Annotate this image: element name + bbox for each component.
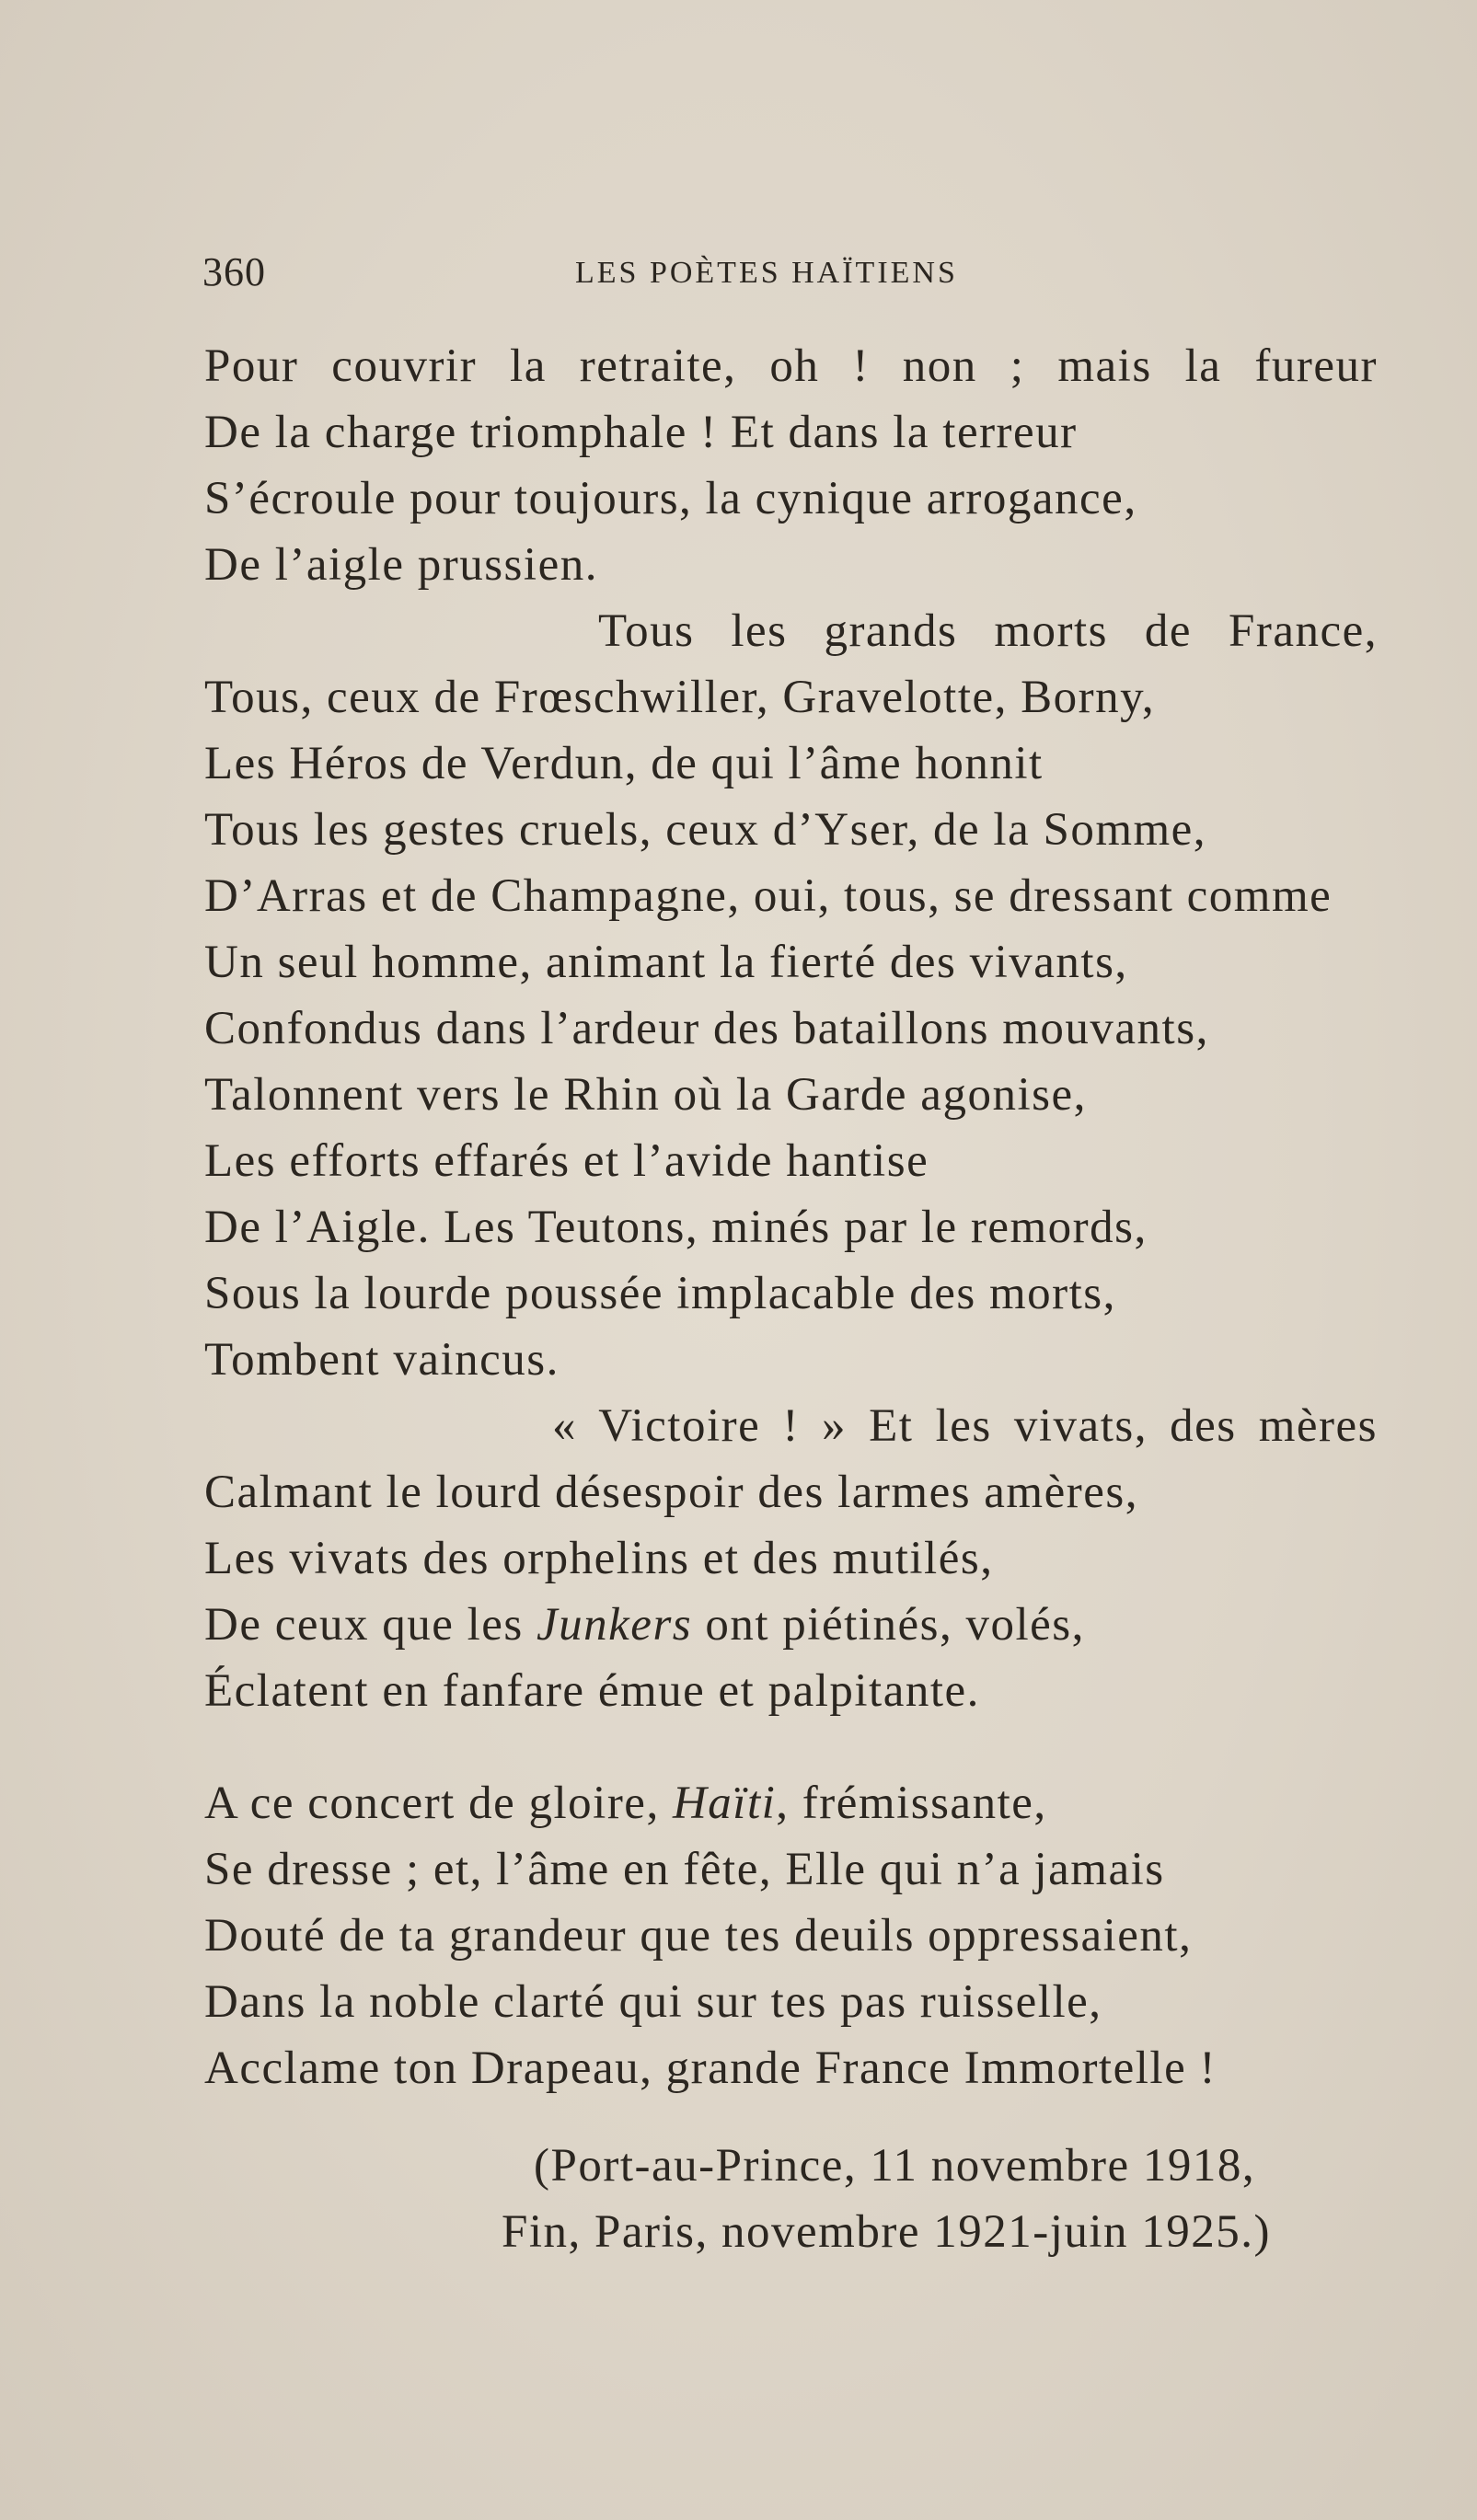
- poem-text: ont piétinés, volés,: [692, 1599, 1085, 1651]
- poem-line: Éclatent en fanfare émue et palpitante.: [204, 1665, 980, 1717]
- poem-body: [204, 333, 1401, 2101]
- poem-line: Sous la lourde poussée implacable des morts,: [204, 1268, 1116, 1319]
- poem-line: « Victoire ! » Et les vivats, des mères: [552, 1400, 1378, 1452]
- poem-line: D’Arras et de Champagne, oui, tous, se dressant comme: [204, 870, 1333, 922]
- signature-line: (Port-au-Prince, 11 novembre 1918,: [534, 2140, 1256, 2192]
- poem-line: Les Héros de Verdun, de qui l’âme honnit: [204, 738, 1044, 789]
- poem-line: S’écroule pour toujours, la cynique arrogance,: [204, 473, 1137, 524]
- poem-line: De l’Aigle. Les Teutons, minés par le remords,: [204, 1202, 1148, 1253]
- poem-line: Acclame ton Drapeau, grande France Immortelle !: [204, 2042, 1217, 2094]
- poem-line: Tombent vaincus.: [204, 1334, 560, 1386]
- poem-line: Un seul homme, animant la fierté des vivants,: [204, 937, 1128, 988]
- poem-text: A ce concert de gloire,: [204, 1778, 673, 1829]
- poem-line: Dans la noble clarté qui sur tes pas ruisselle,: [204, 1976, 1102, 2028]
- poem-line: Talonnent vers le Rhin où la Garde agonise,: [204, 1069, 1087, 1121]
- poem-italic-text: Junkers: [537, 1599, 693, 1651]
- poem-line: Confondus dans l’ardeur des bataillons mouvants,: [204, 1003, 1209, 1054]
- signature-line: Fin, Paris, novembre 1921-juin 1925.): [502, 2206, 1272, 2258]
- poem-line: Tous, ceux de Frœschwiller, Gravelotte, Borny,: [204, 672, 1156, 723]
- poem-italic-text: Haïti: [672, 1778, 777, 1829]
- page-number: 360: [202, 249, 266, 294]
- stanza-break: [204, 1724, 1401, 1770]
- poem-line: Douté de ta grandeur que tes deuils oppressaient,: [204, 1910, 1193, 1962]
- page-header: [202, 248, 1399, 304]
- poem-text: De ceux que les: [204, 1599, 537, 1651]
- running-title: LES POÈTES HAÏTIENS: [575, 256, 958, 290]
- poem-line: Tous les grands morts de France,: [598, 605, 1378, 657]
- poem-text: , frémissante,: [776, 1778, 1047, 1829]
- poem-line: Tous les gestes cruels, ceux d’Yser, de la Somme,: [204, 804, 1207, 856]
- poem-line: [204, 1592, 1401, 1658]
- poem-line: [204, 1770, 1401, 1836]
- poem-line: Calmant le lourd désespoir des larmes amères,: [204, 1467, 1138, 1518]
- poem-line: Pour couvrir la retraite, oh ! non ; mais la fureur: [204, 340, 1378, 392]
- poem-line: De l’aigle prussien.: [204, 539, 598, 591]
- place-date-signature: [502, 2133, 1271, 2265]
- poem-line: Les efforts effarés et l’avide hantise: [204, 1135, 929, 1187]
- poem-line: Se dresse ; et, l’âme en fête, Elle qui n’a jamais: [204, 1844, 1165, 1895]
- poem-line: Les vivats des orphelins et des mutilés,: [204, 1533, 994, 1584]
- poem-line: De la charge triomphale ! Et dans la terreur: [204, 407, 1078, 458]
